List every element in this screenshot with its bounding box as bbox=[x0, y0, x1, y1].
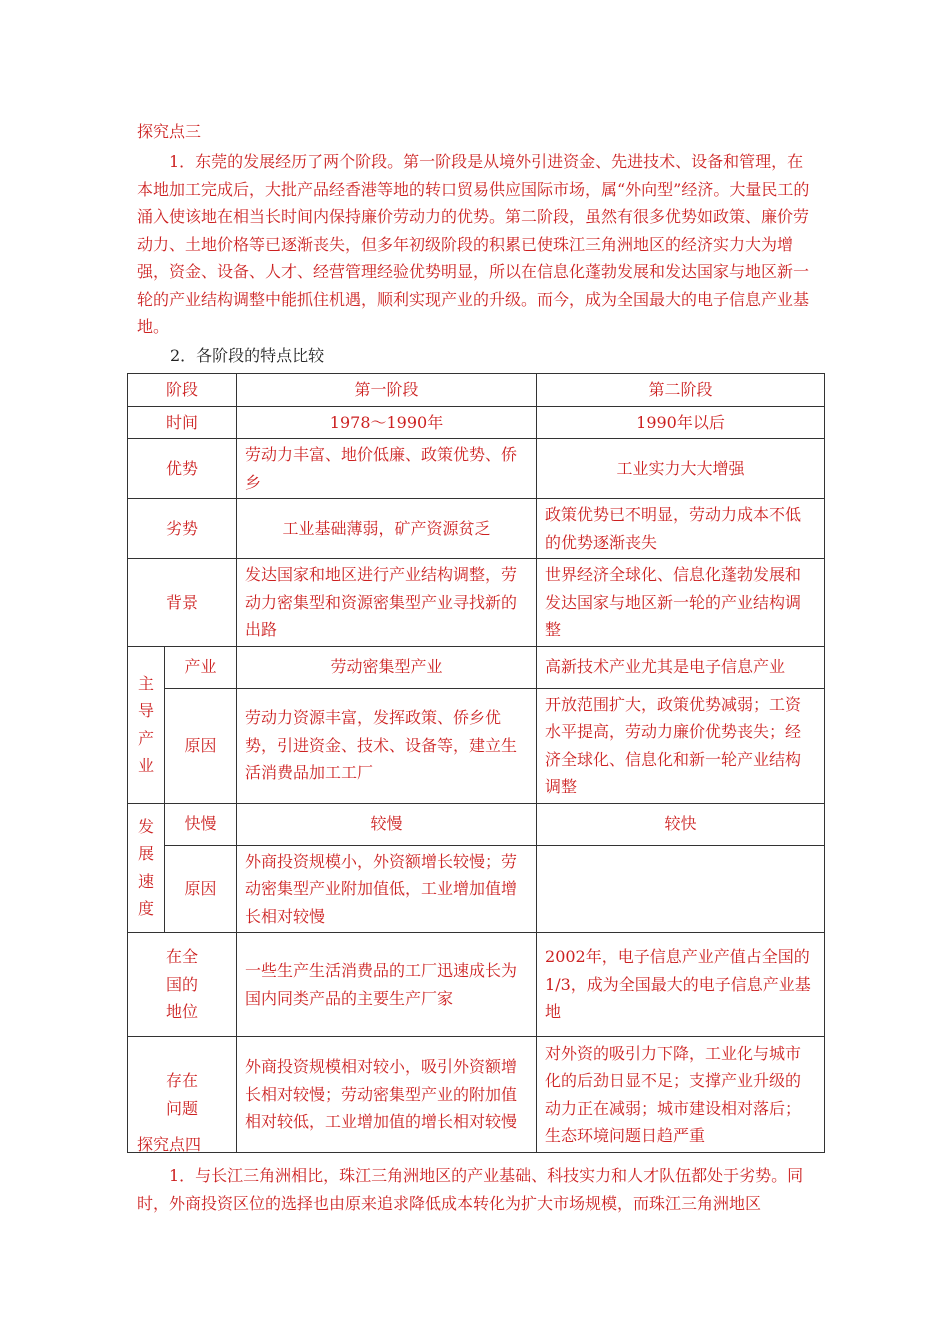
problems-stage-1: 外商投资规模相对较小，吸引外资额增长相对较慢；劳动密集型产业的附加值相对较低，工业增加值的增长相对较慢 bbox=[237, 1037, 537, 1153]
row-label-background: 背景 bbox=[128, 559, 237, 647]
table-row-disadvantage bbox=[128, 499, 825, 559]
table-row-advantage bbox=[128, 439, 825, 499]
industry-stage-2: 高新技术产业尤其是电子信息产业 bbox=[537, 646, 825, 688]
disadvantage-stage-1: 工业基础薄弱，矿产资源贫乏 bbox=[237, 499, 537, 559]
disadvantage-stage-2: 政策优势已不明显，劳动力成本不低的优势逐渐丧失 bbox=[537, 499, 825, 559]
time-stage-1: 1978～1990年 bbox=[237, 406, 537, 439]
table-row-background bbox=[128, 559, 825, 647]
table-row-speed bbox=[128, 803, 825, 845]
background-stage-1: 发达国家和地区进行产业结构调整，劳动力密集型和资源密集型产业寻找新的出路 bbox=[237, 559, 537, 647]
table-row-problems bbox=[128, 1037, 825, 1153]
section3-paragraph-2: 2．各阶段的特点比较 bbox=[170, 346, 325, 365]
table-row-speed-reason bbox=[128, 845, 825, 933]
section3-heading: 探究点三 bbox=[137, 122, 202, 141]
row-label-speed: 快慢 bbox=[165, 803, 237, 845]
speed-reason-stage-1: 外商投资规模小，外资额增长较慢；劳动密集型产业附加值低，工业增加值增长相对较慢 bbox=[237, 845, 537, 933]
header-stage-2: 第二阶段 bbox=[537, 374, 825, 407]
section4-heading: 探究点四 bbox=[137, 1135, 202, 1154]
speed-stage-2: 较快 bbox=[537, 803, 825, 845]
row-label-leading-reason: 原因 bbox=[165, 688, 237, 803]
advantage-stage-2: 工业实力大大增强 bbox=[537, 439, 825, 499]
row-label-advantage: 优势 bbox=[128, 439, 237, 499]
table-row-leading-reason bbox=[128, 688, 825, 803]
table-row-leading-industry bbox=[128, 646, 825, 688]
row-label-status: 在全国的地位 bbox=[128, 933, 237, 1037]
section3-paragraph-1: 1．东莞的发展经历了两个阶段。第一阶段是从境外引进资金、先进技术、设备和管理，在本地加工完成后，大批产品经香港等地的转口贸易供应国际市场，属“外向型”经济。大量民工的涌入使该地在相当长时间内保持廉价劳动力的优势。第二阶段，虽然有很多优势如政策、廉价劳动力、土地价格等已逐渐丧失，但多年初级阶段的积累已使珠江三角洲地区的经济实力大为增强，资金、设备、人才、经营管理经验优势明显，所以在信息化蓬勃发展和发达国家与地区新一轮的产业结构调整中能抓住机遇，顺利实现产业的升级。而今，成为全国最大的电子信息产业基地。 bbox=[137, 152, 810, 336]
speed-reason-stage-2 bbox=[537, 845, 825, 933]
comparison-table bbox=[127, 373, 825, 1153]
leading-reason-stage-2: 开放范围扩大，政策优势减弱；工资水平提高，劳动力廉价优势丧失；经济全球化、信息化和新一轮产业结构调整 bbox=[537, 688, 825, 803]
section4-paragraph-1: 1．与长江三角洲相比，珠江三角洲地区的产业基础、科技实力和人才队伍都处于劣势。同时，外商投资区位的选择也由原来追求降低成本转化为扩大市场规模，而珠江三角洲地区 bbox=[137, 1166, 804, 1213]
row-label-speed-reason: 原因 bbox=[165, 845, 237, 933]
background-stage-2: 世界经济全球化、信息化蓬勃发展和发达国家与地区新一轮的产业结构调整 bbox=[537, 559, 825, 647]
industry-stage-1: 劳动密集型产业 bbox=[237, 646, 537, 688]
header-stage-1: 第一阶段 bbox=[237, 374, 537, 407]
row-label-industry: 产业 bbox=[165, 646, 237, 688]
row-label-problems: 存在问题 bbox=[128, 1037, 237, 1153]
problems-stage-2: 对外资的吸引力下降，工业化与城市化的后劲日显不足；支撑产业升级的动力正在减弱；城市建设相对落后；生态环境问题日趋严重 bbox=[537, 1037, 825, 1153]
status-stage-2: 2002年，电子信息产业产值占全国的1/3，成为全国最大的电子信息产业基地 bbox=[537, 933, 825, 1037]
advantage-stage-1: 劳动力丰富、地价低廉、政策优势、侨乡 bbox=[237, 439, 537, 499]
table-row-time bbox=[128, 406, 825, 439]
speed-stage-1: 较慢 bbox=[237, 803, 537, 845]
header-stage: 阶段 bbox=[128, 374, 237, 407]
leading-reason-stage-1: 劳动力资源丰富，发挥政策、侨乡优势，引进资金、技术、设备等，建立生活消费品加工工厂 bbox=[237, 688, 537, 803]
row-label-disadvantage: 劣势 bbox=[128, 499, 237, 559]
group-label-development-speed: 发展速度 bbox=[128, 803, 165, 933]
time-stage-2: 1990年以后 bbox=[537, 406, 825, 439]
table-header-row bbox=[128, 374, 825, 407]
status-stage-1: 一些生产生活消费品的工厂迅速成长为国内同类产品的主要生产厂家 bbox=[237, 933, 537, 1037]
table-row-status bbox=[128, 933, 825, 1037]
group-label-leading-industry: 主导产业 bbox=[128, 646, 165, 803]
row-label-time: 时间 bbox=[128, 406, 237, 439]
